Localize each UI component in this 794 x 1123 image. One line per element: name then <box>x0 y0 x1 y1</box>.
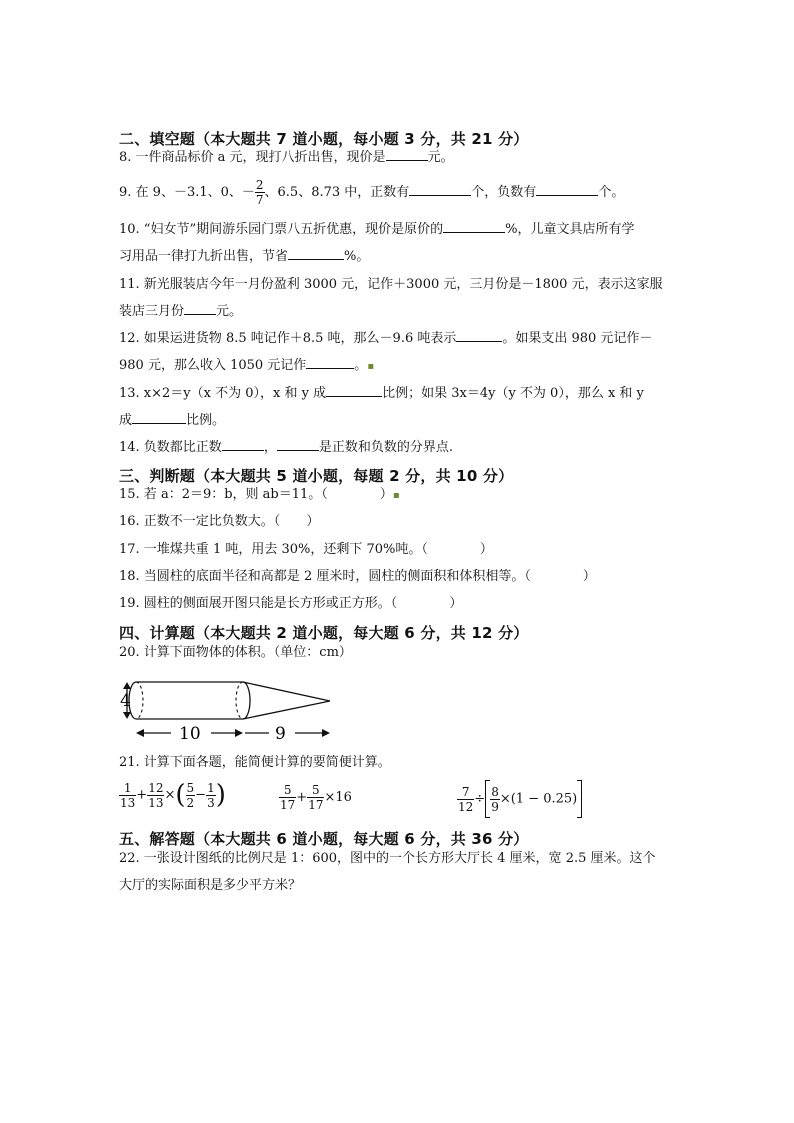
arrow-head <box>136 729 144 737</box>
question-21: 21. 计算下面各题，能简便计算的要简便计算。 <box>119 755 391 770</box>
question-17: 17. 一堆煤共重 1 吨，用去 30%，还剩下 70%吨。（ ） <box>119 542 493 557</box>
cylinder-right-ellipse-front <box>243 682 250 719</box>
question-20: 20. 计算下面物体的体积。（单位：cm） <box>119 645 352 660</box>
edit-mark: ▪ <box>367 361 375 372</box>
answer-blank[interactable] <box>222 436 264 451</box>
cylinder-right-ellipse-back <box>236 682 243 719</box>
answer-blank[interactable] <box>386 146 428 161</box>
question-18: 18. 当圆柱的底面半径和高都是 2 厘米时，圆柱的侧面积和体积相等。（ ） <box>119 569 596 584</box>
answer-blank[interactable] <box>132 409 186 424</box>
cylinder-left-ellipse-back <box>136 682 143 719</box>
answer-blank[interactable] <box>184 300 216 315</box>
cone-top-edge <box>243 682 330 701</box>
section-4-heading: 四、计算题（本大题共 2 道小题，每大题 6 分，共 12 分） <box>119 624 529 642</box>
expression-2: $\frac{5}{17}$ + $\frac{5}{17}$ ×16 <box>280 783 352 812</box>
section-5-heading: 五、解答题（本大题共 6 道小题，每大题 6 分，共 36 分） <box>119 830 529 848</box>
expression-3: $\frac{7}{12}$ ÷ $\frac{8}{9}$ ×(1 − 0.25) <box>457 780 582 818</box>
answer-blank[interactable] <box>409 181 471 196</box>
diameter-label: 4 <box>120 691 131 711</box>
fraction: $\frac{2}{7}$ <box>255 178 264 207</box>
answer-blank[interactable] <box>306 354 354 369</box>
question-13: 13. x×2＝y（x 不为 0），x 和 y 成 比例；如果 3x＝4y（y 不为 0），那么 x 和 y 成 比例。 <box>119 380 644 434</box>
question-19: 19. 圆柱的侧面展开图只能是长方形或正方形。（ ） <box>119 596 463 611</box>
question-10: 10. “妇女节”期间游乐园门票八五折优惠，现价是原价的 %，儿童文具店所有学 习用品一律打九折出售，节省 %。 <box>119 216 634 270</box>
section-3-heading: 三、判断题（本大题共 5 道小题，每题 2 分，共 10 分） <box>119 467 514 485</box>
edit-mark: ▪ <box>392 490 400 501</box>
answer-blank[interactable] <box>277 436 319 451</box>
question-14: 14. 负数都比正数 ， 是正数和负数的分界点. <box>119 434 453 461</box>
answer-blank[interactable] <box>536 181 598 196</box>
arrow-head <box>123 712 131 719</box>
expression-1: $\frac{1}{13}$ + $\frac{12}{13}$ ×( $\frac{5}{2}$ − $\frac{1}{3}$ ) <box>120 780 226 810</box>
arrow-head <box>123 682 131 689</box>
question-8: 8. 一件商品标价 a 元，现打八折出售，现价是 元。 <box>119 144 454 171</box>
cylinder-length-label: 10 <box>179 724 201 744</box>
question-16: 16. 正数不一定比负数大。（ ） <box>119 514 320 529</box>
question-15: 15. 若 a：2＝9：b，则 ab＝11。（ ）▪ <box>119 487 400 502</box>
question-9: 9. 在 9、－3.1、0、－ $\frac{2}{7}$ 、6.5、8.73 中，正数有 个，负数有 个。 <box>119 178 625 207</box>
answer-blank[interactable] <box>456 327 502 342</box>
section-2-heading: 二、填空题（本大题共 7 道小题，每小题 3 分，共 21 分） <box>119 130 529 148</box>
question-11: 11. 新光服装店今年一月份盈利 3000 元，记作＋3000 元，三月份是－1800 元，表示这家服 装店三月份 元。 <box>119 277 663 319</box>
arrow-head <box>235 729 243 737</box>
arrow-head <box>322 729 330 737</box>
question-12: 12. 如果运进货物 8.5 吨记作＋8.5 吨，那么－9.6 吨表示 。如果支出 980 元记作－ 980 元，那么收入 1050 元记作 。▪ <box>119 325 652 380</box>
answer-blank[interactable] <box>326 382 382 397</box>
cylinder-cone-figure <box>119 672 339 744</box>
answer-blank[interactable] <box>288 245 344 260</box>
question-22: 22. 一张设计图纸的比例尺是 1：600，图中的一个长方形大厅长 4 厘米，宽 2.5 厘米。这个 大厅的实际面积是多少平方米？ <box>119 851 656 893</box>
cone-bottom-edge <box>243 701 330 719</box>
cone-length-label: 9 <box>275 724 286 744</box>
answer-blank[interactable] <box>443 218 505 233</box>
